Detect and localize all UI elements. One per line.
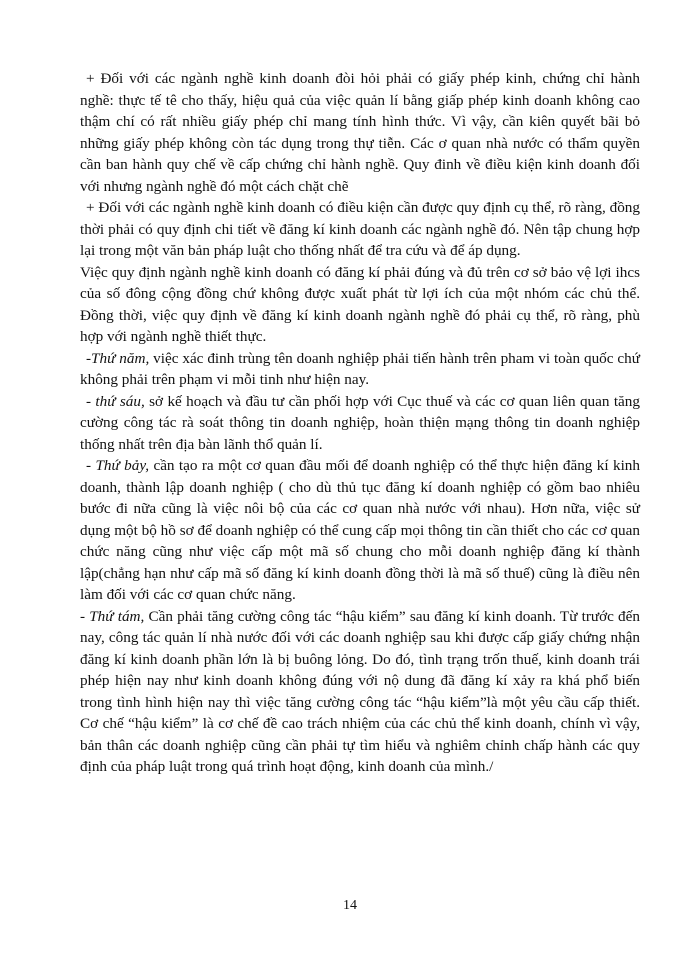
paragraph-thu-bay-lead: - Thứ bảy, — [86, 457, 150, 474]
paragraph-thu-tam-text: Cần phải tăng cường công tác “hậu kiểm” sau đăng kí kinh doanh. Từ trước đến nay, công tác quản lí nhà nước đối với các doanh nghiệp sau khi được cấp giấy chứng nhận đăng kí kinh doanh phần lớn là bị buông lỏng. Do đó, tình trạng trốn thuế, kinh doanh trái phép hiện nay như kinh doanh không đúng với nộ dung đã đăng kí xảy ra khá phổ biến trong tình hình hiện nay thì việc tăng cường công tác “hậu kiểm”là một yêu cầu cấp thiết. Cơ chế “hậu kiểm” là cơ chế đề cao trách nhiệm của các chủ thể kinh doanh, chính vì vậy, bản thân các doanh nghiệp cũng cần phải tự tìm hiểu và nghiêm chỉnh chấp hành các quy định của pháp luật trong quá trình hoạt động, kinh doanh của mình./ — [80, 607, 640, 775]
paragraph-1-text: + Đối với các ngành nghề kinh doanh đòi hỏi phải có giấy phép kinh, chứng chỉ hành nghề: thực tế tê cho thấy, hiệu quả của việc quản lí bằng giấp phép kinh doanh không cao thậm chí có rất nhiều giấy phép chỉ mang tính hình thức. Vì vậy, cần kiên quyết bãi bỏ những giấy phép không còn tác dụng trong thự tiễn. Các ơ quan nhà nước có thẩm quyền cần ban hành quy chế về cấp chứng chỉ hành nghề. Quy đinh về điều kiện kinh doanh đối với nhưng ngành nghề đó một cách chặt chẽ — [80, 70, 640, 195]
paragraph-3-text: Việc quy định ngành nghề kinh doanh có đăng kí phải đúng và đủ trên cơ sở bảo vệ lợi ihcs của số đông cộng đồng chứ không được xuất phát từ lợi ích của một nhóm các chủ thể. Đồng thời, việc quy định về đăng kí kinh doanh ngành nghề đó phải cụ thể, rõ ràng, phù hợp với ngành nghề thiết thực. — [80, 263, 640, 345]
paragraph-thu-bay — [80, 455, 640, 606]
page-number: 14 — [343, 898, 357, 913]
paragraph-1 — [80, 68, 640, 197]
paragraph-3 — [80, 262, 640, 348]
paragraph-thu-sau-lead: - thứ sáu, — [86, 392, 145, 410]
paragraph-thu-sau — [80, 391, 640, 456]
document-body — [80, 68, 640, 778]
paragraph-thu-tam — [80, 606, 640, 778]
paragraph-thu-nam-text: việc xác đinh trùng tên doanh nghiệp phải tiến hành trên pham vi toàn quốc chứ không phải trên phạm vi mỗi tinh như hiện nay. — [80, 349, 640, 388]
paragraph-thu-sau-text: sở kế hoạch và đầu tư cần phối hợp với Cục thuế và các cơ quan liên quan tăng cường công tác rà soát thông tin doanh nghiệp, hoàn thiện mạng thông tin doanh nghiệp thống nhất trên địa bàn lãnh thổ quản lí. — [80, 392, 640, 453]
paragraph-thu-nam-lead: -Thứ năm, — [86, 349, 150, 367]
paragraph-2 — [80, 197, 640, 262]
paragraph-thu-tam-lead: - Thứ tám, — [80, 607, 145, 625]
paragraph-thu-bay-text: cần tạo ra một cơ quan đầu mối để doanh nghiệp có thể thực hiện đăng kí kinh doanh, thành lập doanh nghiệp ( cho dù thủ tục đăng kí doanh nghiệp có gồm bao nhiêu bước đi nữa cũng là việc nôi bộ của các cơ quan nhà nước với nhau). Hơn nữa, việc sử dụng một bộ hồ sơ để doanh nghiệp có thể cung cấp mọi thông tin cần thiết cho các cơ quan chức năng cũng như việc cấp một mã số chung cho mỗi doanh nghiệp đăng kí thành lập(chẳng hạn như cấp mã số đăng kí kinh doanh đồng thời là mã số thuế) cũng là điều nên làm đối với các cơ quan chức năng. — [80, 457, 640, 603]
paragraph-2-text: + Đối với các ngành nghề kinh doanh có điều kiện cần được quy định cụ thể, rõ ràng, đồng thời phải có quy định chi tiết về đăng kí kinh doanh các ngành nghề đó. Nên tập chung hợp lại trong một văn bản pháp luật cho thống nhất để tra cứu và để áp dụng. — [80, 199, 640, 259]
paragraph-thu-nam — [80, 348, 640, 391]
